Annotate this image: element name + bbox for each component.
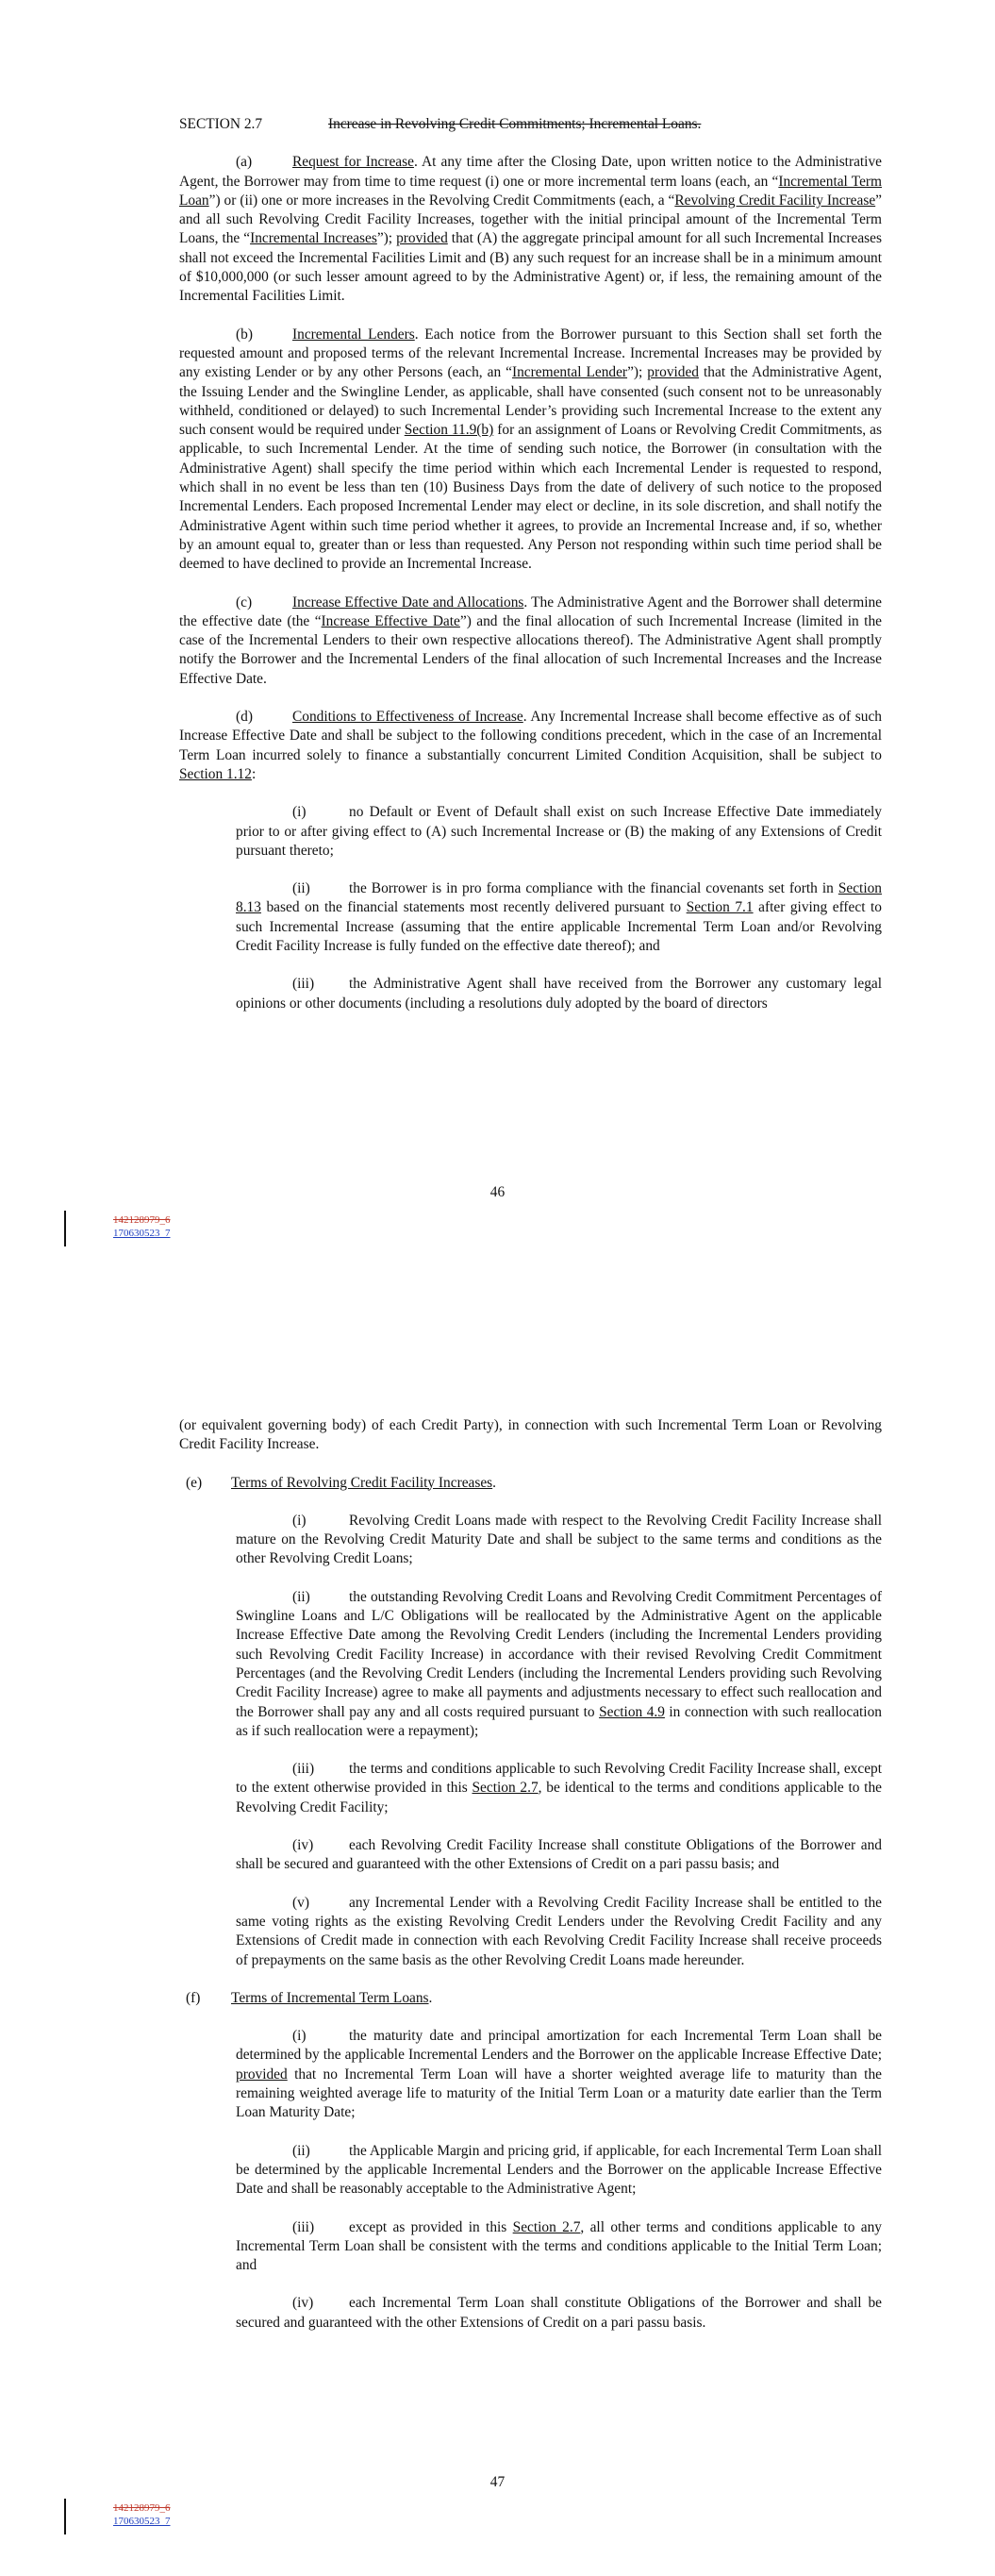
document-id-footer — [113, 2501, 171, 2528]
paragraph-heading: Conditions to Effectiveness of Increase — [292, 709, 523, 726]
paragraph-f — [179, 1989, 882, 2008]
clause-e-ii — [179, 1588, 882, 1741]
text-run: the Borrower is in pro forma compliance with the financial covenants set forth in — [349, 880, 838, 897]
revision-bar — [64, 1211, 66, 1246]
text-run: Revolving Credit Loans made with respect to the Revolving Credit Facility Increase shall mature on the Revolving Credit Maturity Date and shall be subject to the same terms and conditions as the other Revolving Credit Loans; — [236, 1512, 882, 1567]
paragraph-label: (b) — [236, 326, 253, 343]
defined-term: Incremental Lender — [511, 364, 628, 381]
clause-f-iii — [179, 2218, 882, 2276]
text-run: the outstanding Revolving Credit Loans and Revolving Credit Commitment Percentages of Swingline Loans and L/C Obligations will be reallocated by the Administrative Agent on the applicable Increase Effective Date among the Revolving Credit Lenders (including the Incremental Lenders providing such Revolving Credit Facility Increase) in accordance with their revised Revolving Credit Commitment Percentages (and the Revolving Credit Lenders (including the Incremental Lenders providing such Revolving Credit Facility Increase) agree to make all payments and adjustments necessary to effect such reallocation and the Borrower shall pay any and all costs required pursuant to — [236, 1588, 882, 1720]
clause-label: (iv) — [292, 2295, 314, 2312]
inserted-doc-id: 170630523_7 — [113, 1228, 171, 1239]
clause-label: (ii) — [292, 1588, 310, 1605]
clause-label: (ii) — [292, 880, 310, 897]
defined-term: provided — [396, 230, 448, 247]
page-47-body — [179, 1416, 882, 2333]
text-run: that (A) the aggregate principal amount for all such Incremental Increases shall not exceed the Incremental Facilities Limit and (B) any such request for an increase shall be in a minimum amount of $10,000,000 (or such lesser amount agreed to by the Administrative Agent) or, if less, the remaining amount of the Incremental Facilities Limit. — [179, 230, 882, 305]
clause-e-i — [179, 1512, 882, 1569]
clause-e-iii — [179, 1760, 882, 1817]
paragraph-label: (c) — [236, 594, 253, 611]
text-run: in connection with such reallocation as if such reallocation were a repayment); — [236, 1703, 882, 1739]
text-run: based on the financial statements most recently delivered pursuant to — [260, 899, 687, 916]
text-run: ” and all such Revolving Credit Facility Increases, together with the initial principal amount of the Incremental Term Loans, the “ — [179, 192, 883, 247]
deleted-doc-id: 142128979_6 — [113, 2502, 171, 2514]
clause-f-i — [179, 2027, 882, 2122]
paragraph-d — [179, 708, 882, 784]
paragraph-c — [179, 594, 882, 689]
defined-term: Incremental Increases — [250, 230, 377, 247]
text-run: except as provided in this — [349, 2218, 513, 2235]
text-run: no Default or Event of Default shall exist on such Increase Effective Date immediately prior to or after giving effect to (A) such Incremental Increase or (B) the making of any Extensions of Credit pursuant thereto; — [236, 804, 882, 859]
revision-bar — [64, 2499, 66, 2534]
inserted-doc-id: 170630523_7 — [113, 2516, 171, 2527]
text-run: the maturity date and principal amortization for each Incremental Term Loan shall be determined by the applicable Incremental Lenders and the Borrower on the applicable Increase Effective Date; — [236, 2028, 882, 2064]
defined-term: Revolving Credit Facility Increase — [674, 192, 876, 209]
paragraph-heading: Request for Increase — [292, 154, 414, 171]
text-run: the terms and conditions applicable to such Revolving Credit Facility Increase shall, except to the extent otherwise provided in this — [236, 1761, 882, 1797]
clause-f-iv — [179, 2294, 882, 2333]
clause-d-i — [179, 803, 882, 861]
text-run: each Incremental Term Loan shall constitute Obligations of the Borrower and shall be secured and guaranteed with the other Extensions of Credit on a pari passu basis. — [236, 2295, 882, 2331]
defined-term: Increase Effective Date — [321, 612, 460, 629]
defined-term: Incremental Term Loan — [179, 173, 883, 209]
text-run: , be identical to the terms and conditions applicable to the Revolving Credit Facility; — [236, 1780, 882, 1815]
text-run: for an assignment of Loans or Revolving Credit Commitments, as applicable, to such Incremental Lender. At the time of sending such notice, the Borrower (in consultation with the Administrative Agent) shall specify the time period within which each Incremental Lender is requested to respond, which shall in no event be less than ten (10) Business Days from the date of delivery of such notice to the proposed Incremental Lenders. Each proposed Incremental Lender may elect or decline, in its sole discretion, and shall notify the Administrative Agent within such time period whether it agrees, to provide an Incremental Increase and, if so, whether by an amount equal to, greater than or less than requested. Any Person not responding within such time period shall be deemed to have declined to provide an Incremental Increase. — [179, 422, 883, 573]
text-run: ”) or (ii) one or more increases in the Revolving Credit Commitments (each, a “ — [208, 192, 675, 209]
text-run: ”) and the final allocation of such Incremental Increase (limited in the case of the Incremental Lenders to their own respective allocations thereof). The Administrative Agent shall promptly notify the Borrower and the Incremental Lenders of the final allocation of such Incremental Increases and the Increase Effective Date. — [179, 612, 882, 687]
text-run: the Applicable Margin and pricing grid, if applicable, for each Incremental Term Loan shall be determined by the applicable Incremental Lenders and the Borrower on the applicable Increase Effective Date and shall be reasonably acceptable to the Administrative Agent; — [236, 2142, 882, 2198]
clause-label: (iii) — [292, 2218, 315, 2235]
clause-e-iv — [179, 1836, 882, 1875]
paragraph-e — [179, 1474, 882, 1493]
text-run: . — [428, 1989, 433, 2006]
defined-term: provided — [236, 2066, 288, 2083]
paragraph-heading: Terms of Incremental Term Loans — [231, 1989, 429, 2006]
clause-label: (iii) — [292, 976, 315, 993]
text-run: ”); — [627, 364, 648, 381]
paragraph-label: (d) — [236, 709, 253, 726]
text-run: any Incremental Lender with a Revolving Credit Facility Increase shall be entitled to the same voting rights as the existing Revolving Credit Lenders under the Revolving Credit Facility and any Extensions of Credit made in connection with each Revolving Credit Facility Increase shall receive proceeds of prepayments on the same basis as the other Revolving Credit Loans made hereunder. — [236, 1894, 882, 1968]
page-number: 46 — [489, 1184, 506, 1200]
paragraph-label: (f) — [186, 1989, 201, 2006]
text-run: , all other terms and conditions applicable to any Incremental Term Loan shall be consistent with the terms and conditions applicable to the Initial Term Loan; and — [236, 2218, 882, 2274]
defined-term: provided — [647, 364, 700, 381]
text-run: : — [251, 765, 257, 782]
clause-label: (i) — [292, 804, 307, 821]
paragraph-heading: Increase Effective Date and Allocations — [292, 594, 524, 611]
text-run: . — [492, 1474, 497, 1491]
document-id-footer — [113, 1213, 171, 1240]
page-number: 47 — [489, 2474, 506, 2490]
paragraph-label: (a) — [236, 154, 253, 171]
section-reference: Section 8.13 — [236, 880, 882, 916]
paragraph-heading: Incremental Lenders — [292, 326, 415, 343]
text-run: . Any Incremental Increase shall become effective as of such Increase Effective Date and shall be subject to the following conditions precedent, which in the case of an Incremental Term Loan incurred solely to finance a substantially concurrent Limited Condition Acquisition, shall be subject to — [179, 709, 883, 763]
clause-d-iii — [179, 975, 882, 1013]
page-46-body — [179, 115, 882, 1032]
clause-label: (i) — [292, 1512, 307, 1529]
deleted-doc-id: 142128979_6 — [113, 1214, 171, 1226]
paragraph-b — [179, 326, 882, 575]
paragraph-label: (e) — [186, 1474, 203, 1491]
continuation-text: (or equivalent governing body) of each Credit Party), in connection with such Incremental Term Loan or Revolving Credit Facility Increase. — [179, 1417, 882, 1453]
clause-label: (v) — [292, 1894, 309, 1911]
paragraph-heading: Terms of Revolving Credit Facility Increases — [231, 1474, 493, 1491]
paragraph-a — [179, 153, 882, 306]
clause-d-ii — [179, 879, 882, 956]
clause-label: (i) — [292, 2028, 307, 2045]
text-run: . At any time after the Closing Date, upon written notice to the Administrative Agent, the Borrower may from time to time request (i) one or more incremental term loans (each, an “ — [179, 154, 882, 190]
clause-label: (iv) — [292, 1837, 314, 1854]
section-reference: Section 2.7 — [512, 2218, 581, 2235]
text-run: each Revolving Credit Facility Increase shall constitute Obligations of the Borrower and shall be secured and guaranteed with the other Extensions of Credit on a pari passu basis; and — [236, 1837, 882, 1873]
clause-f-ii — [179, 2142, 882, 2200]
section-number: SECTION 2.7 — [179, 116, 263, 132]
text-run: after giving effect to such Incremental Increase (assuming that the entire applicable Incremental Term Loan and/or Revolving Credit Facility Increase is fully funded on the effective date thereof); and — [236, 899, 882, 954]
text-run: . The Administrative Agent and the Borrower shall determine the effective date (the “ — [179, 594, 882, 629]
text-run: . Each notice from the Borrower pursuant to this Section shall set forth the requested amount and proposed terms of the relevant Incremental Increase. Incremental Increases may be provided by any existing Lender or by any other Persons (each, an “ — [179, 326, 883, 381]
section-title: Increase in Revolving Credit Commitments; Incremental Loans. — [328, 116, 702, 132]
clause-label: (iii) — [292, 1761, 315, 1778]
clause-e-v — [179, 1894, 882, 1970]
section-heading — [179, 115, 882, 134]
section-reference: Section 7.1 — [686, 899, 754, 916]
text-run: ”); — [376, 230, 397, 247]
text-run: that the Administrative Agent, the Issuing Lender and the Swingline Lender, as applicable, shall have consented (such consent not to be unreasonably withheld, conditioned or delayed) to such Incremental Lender’s providing such Incremental Increase to the extent any such consent would be required under — [179, 364, 882, 439]
text-run: that no Incremental Term Loan will have a shorter weighted average life to maturity than the remaining weighted average life to maturity of the Initial Term Loan or a maturity date earlier than the Term Loan Maturity Date; — [236, 2066, 882, 2121]
text-run: the Administrative Agent shall have received from the Borrower any customary legal opinions or other documents (including a resolutions duly adopted by the board of directors — [236, 976, 882, 1012]
clause-label: (ii) — [292, 2142, 310, 2159]
section-reference: Section 4.9 — [599, 1703, 665, 1720]
section-reference: Section 11.9(b) — [404, 422, 494, 439]
page-47 — [0, 1288, 995, 2576]
section-reference: Section 2.7 — [472, 1780, 539, 1797]
section-reference: Section 1.12 — [179, 765, 252, 782]
